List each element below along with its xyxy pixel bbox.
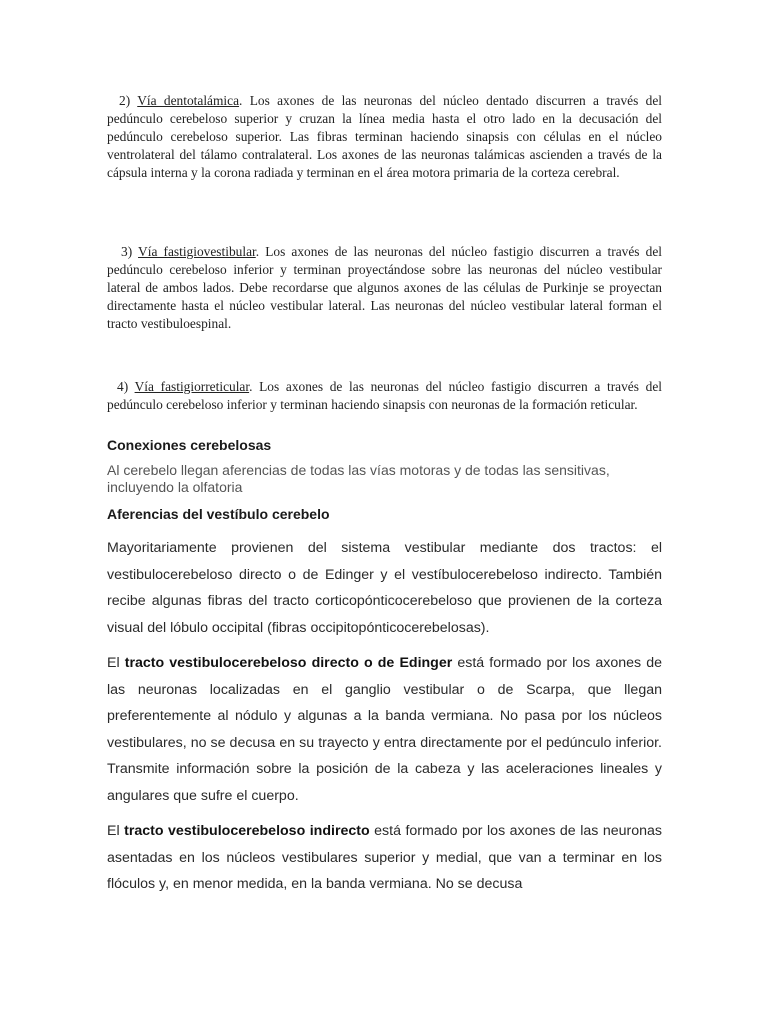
item-number: 3) bbox=[121, 244, 133, 259]
item-text: . Los axones de las neuronas del núcleo fastigio discurren a través del pedúnculo cerebeloso inferior y terminan proyectándose sobre las neuronas del núcleo vestibular lateral de ambos lados. Debe recordarse que algunos axones de las células de Purkinje se proyectan directamente hasta el núcleo vestibular lateral. Las neuronas del núcleo vestibular lateral forman el tracto vestibuloespinal. bbox=[107, 244, 662, 331]
item-title: Vía dentotalámica bbox=[137, 93, 240, 108]
paragraph-via-fastigiovestibular bbox=[107, 243, 662, 333]
term-tracto-indirecto: tracto vestibulocerebeloso indirecto bbox=[124, 823, 370, 839]
item-text: . Los axones de las neuronas del núcleo dentado discurren a través del pedúnculo cerebeloso superior y cruzan la línea media hasta el otro lado en la decusación del pedúnculo cerebeloso superior. Las fibras terminan haciendo sinapsis con células en el núcleo ventrolateral del tálamo contralateral. Los axones de las neuronas talámicas ascienden a través de la cápsula interna y la corona radiada y terminan en el área motora primaria de la corteza cerebral. bbox=[107, 93, 662, 180]
heading-conexiones-cerebelosas: Conexiones cerebelosas bbox=[107, 437, 272, 453]
paragraph-via-dentotalamica bbox=[107, 92, 662, 182]
paragraph-text: está formado por los axones de las neuronas asentadas en los núcleos vestibulares superior y medial, que van a terminar en los flóculos y, en menor medida, en la banda vermiana. No se decusa bbox=[107, 823, 662, 892]
paragraph-tracto-directo bbox=[107, 650, 662, 809]
aferencias-intro: Mayoritariamente provienen del sistema vestibular mediante dos tractos: el vestibulocerebeloso directo o de Edinger y el vestíbulocerebeloso indirecto. También recibe algunas fibras del tracto corticopónticocerebeloso que provienen de la corteza visual del lóbulo occipital (fibras occipitopónticocerebelosas). bbox=[107, 540, 662, 636]
item-title: Vía fastigiorreticular bbox=[134, 379, 250, 394]
conexiones-text: Al cerebelo llegan aferencias de todas las vías motoras y de todas las sensitivas, incluyendo la olfatoria bbox=[107, 462, 610, 495]
item-text: . Los axones de las neuronas del núcleo fastigio discurren a través del pedúnculo cerebeloso inferior y terminan haciendo sinapsis con neuronas de la formación reticular. bbox=[107, 379, 662, 412]
paragraph-via-fastigiorreticular bbox=[107, 378, 662, 414]
heading-aferencias-vestibulo-cerebelo: Aferencias del vestíbulo cerebelo bbox=[107, 506, 330, 522]
term-tracto-directo: tracto vestibulocerebeloso directo o de Edinger bbox=[124, 655, 453, 671]
item-title: Vía fastigiovestibular bbox=[138, 244, 256, 259]
item-number: 4) bbox=[117, 379, 129, 394]
item-number: 2) bbox=[119, 93, 131, 108]
paragraph-prefix: El bbox=[107, 823, 125, 839]
paragraph-tracto-indirecto bbox=[107, 818, 662, 898]
paragraph-text: está formado por los axones de las neuronas localizadas en el ganglio vestibular o de Scarpa, que llegan preferentemente al nódulo y algunas a la banda vermiana. No pasa por los núcleos vestibulares, no se decusa en su trayecto y entra directamente por el pedúnculo inferior. Transmite información sobre la posición de la cabeza y las aceleraciones lineales y angulares que sufre el cuerpo. bbox=[107, 655, 662, 804]
paragraph-prefix: El bbox=[107, 655, 125, 671]
